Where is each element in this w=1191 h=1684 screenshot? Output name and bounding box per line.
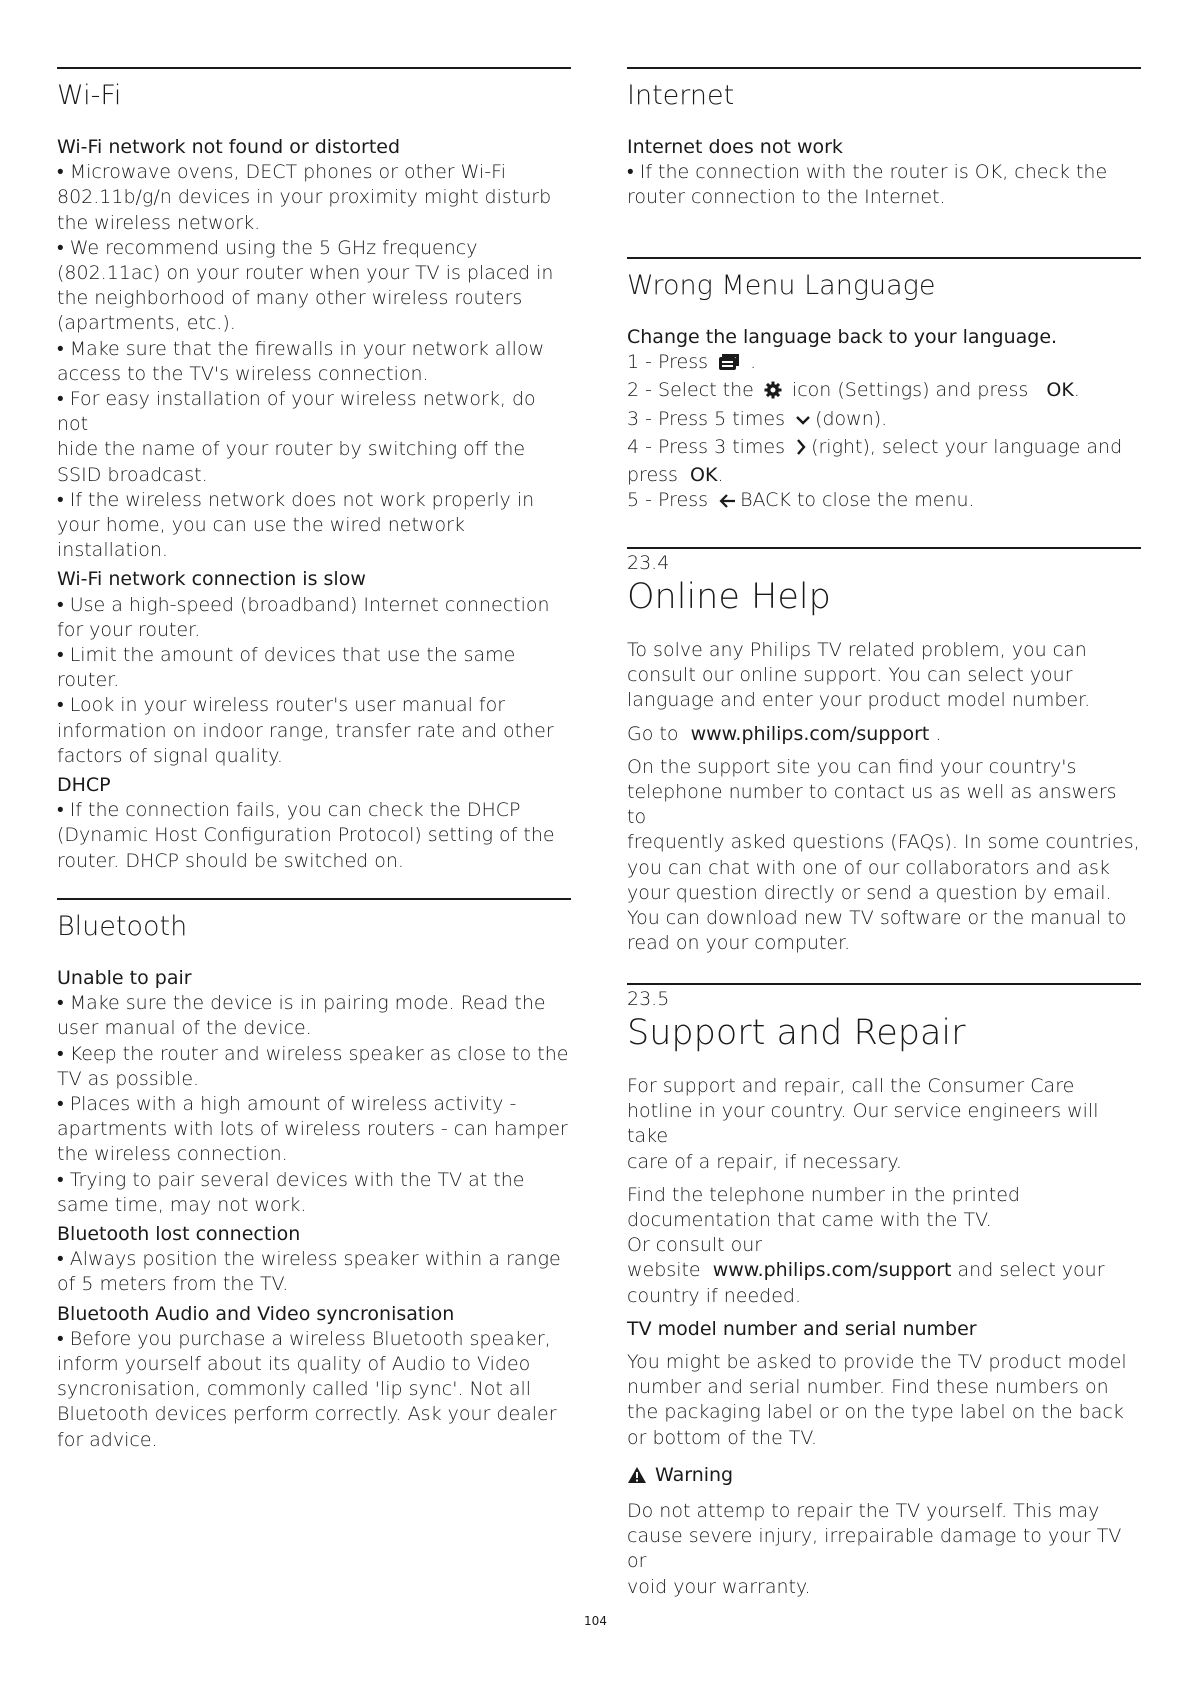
text-line: (Dynamic Host Configuration Protocol) setting of the [57,824,555,847]
language-body [627,325,1141,516]
language-title: Wrong Menu Language [627,270,936,301]
wifi-body [57,135,571,874]
step-text: 3 - Press 5 times [627,407,786,430]
online-help-body [627,638,1141,956]
chevron-down-icon [795,410,811,435]
text-line: • Make sure that the firewalls in your network allow [57,337,545,360]
goto-suffix: . [935,722,942,745]
step-text: 1 - Press [627,351,709,374]
wifi-section [57,67,571,113]
goto-line [627,722,1141,747]
text-line: care of a repair, if necessary. [627,1150,902,1173]
support-link[interactable]: www.philips.com/support [690,722,930,745]
section-number: 23.5 [627,988,670,1010]
text-line: router. [57,669,120,692]
text-line: user manual of the device. [57,1017,312,1040]
support-body [627,1074,1141,1600]
text-line: Bluetooth devices perform correctly. Ask your dealer [57,1403,557,1426]
text-line: country if needed. [627,1284,801,1307]
website-prefix: website [627,1259,701,1282]
text-line: for advice. [57,1428,158,1451]
online-help-section [627,547,1141,619]
language-section [627,257,1141,303]
page-number: 104 [584,1614,607,1628]
text-line: your question directly or send a question by email. [627,881,1112,904]
step-text: . [1073,379,1080,402]
wifi-not-found-heading: Wi-Fi network not found or distorted [57,136,401,158]
text-line: you can chat with one of our collaborators and ask [627,856,1110,879]
text-line: read on your computer. [627,932,851,955]
text-line: • Look in your wireless router's user manual for [57,694,506,717]
text-line: • Make sure the device is in pairing mode. Read the [57,992,546,1015]
text-line: • Microwave ovens, DECT phones or other Wi-Fi [57,161,506,184]
text-line: inform yourself about its quality of Audio to Video [57,1353,531,1376]
text-line: (apartments, etc.). [57,312,236,335]
text-line: your home, you can use the wired network [57,514,465,537]
warning-heading [627,1463,1141,1491]
internet-body [627,135,1141,211]
wifi-not-found-text [57,160,571,563]
text-line: • If the connection fails, you can check the DHCP [57,799,521,822]
bluetooth-title: Bluetooth [57,911,188,942]
language-heading: Change the language back to your language. [627,326,1058,348]
text-line: number and serial number. Find these numbers on [627,1376,1109,1399]
text-line: • Places with a high amount of wireless activity - [57,1093,517,1116]
step-text: . [750,351,757,374]
website-line [627,1258,1141,1283]
text-line: Do not attemp to repair the TV yourself. This may [627,1500,1100,1523]
text-line: the wireless connection. [57,1143,288,1166]
model-heading: TV model number and serial number [627,1317,977,1340]
text-line: • Before you purchase a wireless Bluetooth speaker, [57,1327,551,1350]
text-line: cause severe injury, irrepairable damage to your TV or [627,1525,1122,1573]
text-line: the neighborhood of many other wireless routers [57,287,523,310]
text-line: for your router. [57,618,201,641]
step-text: 2 - Select the [627,379,754,402]
text-line: same time, may not work. [57,1193,307,1216]
bt-pair-heading: Unable to pair [57,967,192,989]
bluetooth-body [57,966,571,1453]
step-text: . [717,464,724,487]
language-step-4 [627,435,1141,463]
text-line: hotline in your country. Our service engineers will take [627,1100,1099,1148]
text-line: telephone number to contact us as well as answers to [627,781,1117,829]
gear-icon [764,381,782,406]
wifi-slow-heading: Wi-Fi network connection is slow [57,568,366,591]
text-line: frequently asked questions (FAQs). In some countries, [627,831,1140,854]
step-text: (down). [815,407,888,430]
text-line: router connection to the Internet. [627,186,946,209]
text-line: On the support site you can find your country's [627,755,1077,778]
text-line: or bottom of the TV. [627,1426,817,1449]
language-step-3 [627,407,1141,435]
language-step-1 [627,350,1141,378]
text-line: You might be asked to provide the TV product model [627,1351,1127,1374]
text-line: void your warranty. [627,1575,811,1598]
support-title: Support and Repair [627,1013,966,1053]
dhcp-heading: DHCP [57,774,111,797]
text-line: Or consult our [627,1234,763,1257]
ok-key-label: OK [1046,379,1074,402]
bt-sync-text [57,1327,571,1453]
online-help-title: Online Help [627,577,831,617]
text-line: documentation that came with the TV. [627,1209,992,1232]
bluetooth-section [57,898,571,944]
warning-label: Warning [655,1463,734,1486]
internet-section [627,67,1141,113]
text-line: • If the wireless network does not work properly in [57,488,535,511]
text-line: • For easy installation of your wireless network, do not [57,388,536,436]
text-line: syncronisation, commonly called 'lip sync'. Not all [57,1378,532,1401]
text-line: • We recommend using the 5 GHz frequency [57,236,478,259]
language-step-4-cont [627,463,1141,488]
chevron-right-icon [795,438,807,463]
support-link[interactable]: www.philips.com/support [712,1259,952,1282]
step-text: icon (Settings) and press [791,379,1029,402]
language-step-5 [627,488,1141,516]
text-line: To solve any Philips TV related problem, you can [627,639,1087,661]
text-line: the wireless network. [57,211,261,234]
text-line: of 5 meters from the TV. [57,1273,289,1296]
text-line: • Keep the router and wireless speaker as close to the [57,1042,569,1065]
text-line: language and enter your product model number. [627,689,1091,712]
text-line: access to the TV's wireless connection. [57,362,429,385]
text-line: information on indoor range, transfer rate and other [57,719,554,742]
text-line: consult our online support. You can select your [627,664,1073,687]
bt-pair-text [57,991,571,1218]
text-line: • Use a high-speed (broadband) Internet connection [57,593,550,616]
step-text: press [627,464,678,487]
warning-icon [627,1466,647,1491]
text-line: installation. [57,539,168,562]
text-line: Find the telephone number in the printed [627,1183,1020,1206]
step-text: 4 - Press 3 times [627,435,786,458]
text-line: • Always position the wireless speaker within a range [57,1248,561,1271]
text-line: • If the connection with the router is OK, check the [627,161,1108,184]
menu-key-icon [718,353,740,378]
text-line: TV as possible. [57,1067,200,1090]
text-line: apartments with lots of wireless routers - can hamper [57,1118,568,1141]
goto-prefix: Go to [627,722,679,745]
back-arrow-icon [718,491,736,516]
text-line: the packaging label or on the type label on the back [627,1401,1124,1424]
text-line: (802.11ac) on your router when your TV is placed in [57,262,554,285]
step-text: BACK to close the menu. [740,489,975,512]
text-line: For support and repair, call the Consumer Care [627,1075,1075,1097]
dhcp-text [57,798,571,874]
ok-key-label: OK [690,464,718,487]
internet-heading: Internet does not work [627,136,843,158]
section-number: 23.4 [627,552,670,574]
step-text: 5 - Press [627,489,709,512]
text-line: You can download new TV software or the manual to [627,907,1127,930]
bt-lost-heading: Bluetooth lost connection [57,1223,301,1246]
step-text: (right), select your language and [811,435,1123,458]
text-line: 802.11b/g/n devices in your proximity might disturb [57,186,552,209]
text-line: • Limit the amount of devices that use the same [57,644,516,667]
text-line: SSID broadcast. [57,463,208,486]
language-step-2 [627,378,1141,406]
internet-title: Internet [627,80,735,111]
support-section [627,983,1141,1055]
text-line: • Trying to pair several devices with the TV at the [57,1168,525,1191]
bt-sync-heading: Bluetooth Audio and Video syncronisation [57,1302,455,1325]
wifi-slow-text [57,593,571,769]
bt-lost-text [57,1247,571,1297]
text-line: hide the name of your router by switching off the [57,438,526,461]
text-line: factors of signal quality. [57,744,283,767]
wifi-title: Wi-Fi [57,80,122,111]
text-line: router. DHCP should be switched on. [57,849,404,872]
website-suffix: and select your [957,1259,1105,1282]
